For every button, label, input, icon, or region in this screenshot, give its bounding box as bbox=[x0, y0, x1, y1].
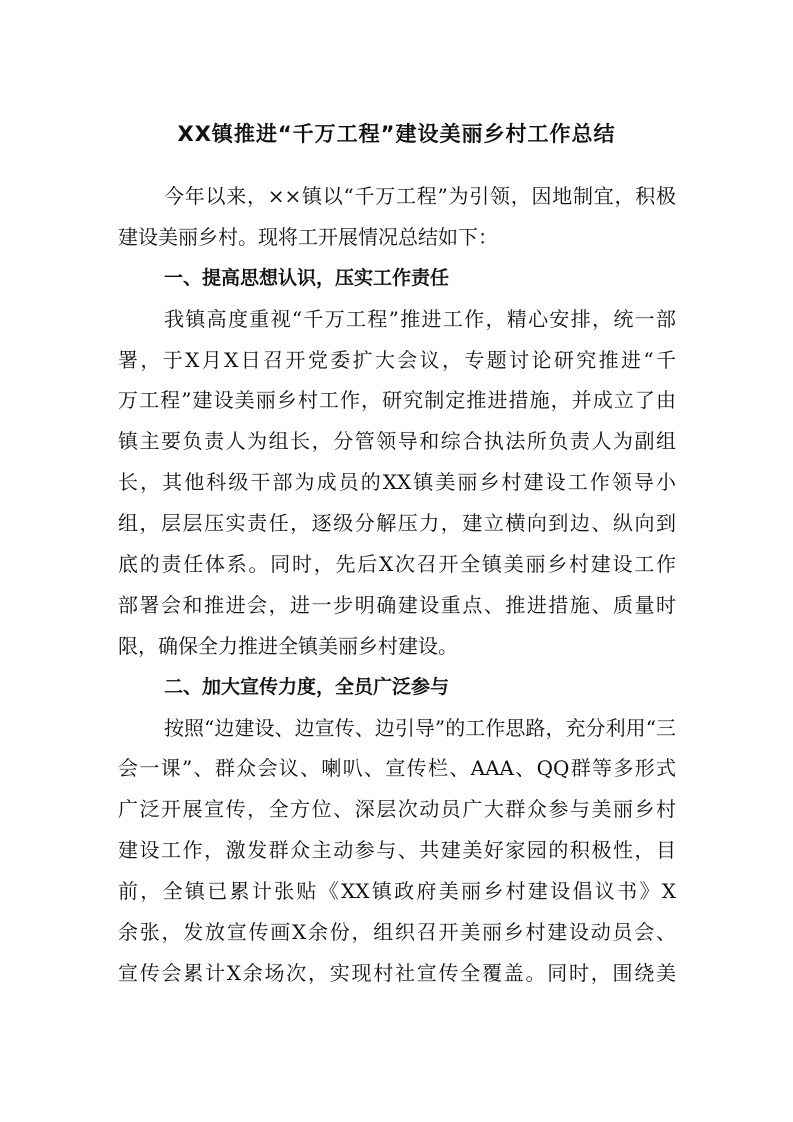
paragraph-line: 镇主要负责人为组长，分管领导和综合执法所负责人为副组 bbox=[118, 429, 676, 454]
document-body bbox=[118, 176, 676, 994]
paragraph-line: 今年以来，××镇以“千万工程”为引领，因地制宜，积极 bbox=[164, 184, 676, 208]
paragraph-line: 按照“边建设、边宣传、边引导”的工作思路，充分利用“三 bbox=[164, 715, 676, 740]
section-heading: 一、提高思想认识，压实工作责任 bbox=[164, 266, 450, 289]
paragraph-line: 组，层层压实责任，逐级分解压力，建立横向到边、纵向到 bbox=[118, 511, 676, 536]
paragraph-line: 建设美丽乡村。现将工开展情况总结如下： bbox=[118, 224, 498, 249]
paragraph-line: 余张，发放宣传画X余份，组织召开美丽乡村建设动员会、 bbox=[118, 920, 676, 945]
paragraph-line: 宣传会累计X余场次，实现村社宣传全覆盖。同时，围绕美 bbox=[118, 960, 676, 985]
paragraph-line: 建设工作，激发群众主动参与、共建美好家园的积极性，目 bbox=[118, 838, 676, 863]
paragraph-line: 长，其他科级干部为成员的XX镇美丽乡村建设工作领导小 bbox=[118, 470, 676, 495]
paragraph-line: 限，确保全力推进全镇美丽乡村建设。 bbox=[118, 633, 458, 658]
paragraph-line: 前，全镇已累计张贴《XX镇政府美丽乡村建设倡议书》X bbox=[118, 879, 676, 904]
paragraph-line: 署，于X月X日召开党委扩大会议，专题讨论研究推进“千 bbox=[118, 347, 676, 372]
paragraph-line: 万工程”建设美丽乡村工作，研究制定推进措施，并成立了由 bbox=[118, 388, 676, 413]
paragraph-line: 底的责任体系。同时，先后X次召开全镇美丽乡村建设工作 bbox=[118, 552, 676, 577]
paragraph-line: 会一课”、群众会议、喇叭、宣传栏、AAA、QQ群等多形式 bbox=[118, 756, 676, 781]
paragraph-line: 部署会和推进会，进一步明确建设重点、推进措施、质量时 bbox=[118, 592, 676, 617]
paragraph-line: 广泛开展宣传，全方位、深层次动员广大群众参与美丽乡村 bbox=[118, 797, 676, 822]
paragraph-line: 我镇高度重视“千万工程”推进工作，精心安排，统一部 bbox=[164, 306, 676, 331]
document-title: XX镇推进“千万工程”建设美丽乡村工作总结 bbox=[177, 122, 616, 146]
section-heading: 二、加大宣传力度，全员广泛参与 bbox=[164, 675, 450, 698]
